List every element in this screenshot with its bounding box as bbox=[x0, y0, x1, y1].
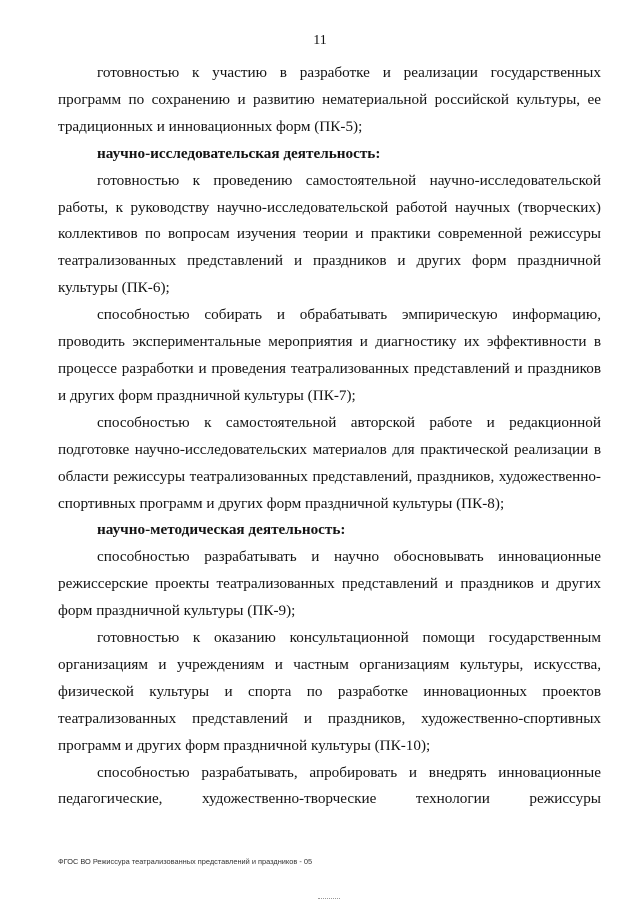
paragraph-pk5: готовностью к участию в разработке и реализации государственных программ по сохранению и развитию нематериальной российской культуры, ее традиционных и инновационных форм (ПК-5); bbox=[58, 64, 601, 135]
paragraph-continued: способностью разрабатывать, апробировать и внедрять инновационные педагогические, художественно-творческие технологии режиссуры bbox=[58, 763, 601, 808]
paragraph-pk7: способностью собирать и обрабатывать эмпирическую информацию, проводить экспериментальные мероприятия и диагностику их эффективности в процессе разработки и проведения театрализованных представлений и праздников и других форм праздничной культуры (ПК-7); bbox=[58, 306, 601, 404]
scan-mark bbox=[318, 898, 340, 901]
page-footer: ФГОС ВО Режиссура театрализованных представлений и праздников - 05 bbox=[58, 857, 313, 866]
document-body bbox=[58, 60, 601, 813]
paragraph-pk9: способностью разрабатывать и научно обосновывать инновационные режиссерские проекты театрализованных представлений и праздников и других форм праздничной культуры (ПК-9); bbox=[58, 548, 601, 620]
paragraph-pk8: способностью к самостоятельной авторской работе и редакционной подготовке научно-исследовательских материалов для практической реализации в области режиссуры театрализованных представлений, праздников, художественно-спортивных программ и других форм праздничной культуры (ПК-8); bbox=[58, 413, 601, 512]
paragraph-pk6: готовностью к проведению самостоятельной научно-исследовательской работы, к руководству научно-исследовательской работой научных (творческих) коллективов по вопросам изучения теории и практики современной режиссуры театрализованных представлений и праздников и других форм праздничной культуры (ПК-6); bbox=[58, 171, 601, 297]
page-number: 11 bbox=[313, 33, 327, 48]
section-heading-research: научно-исследовательская деятельность: bbox=[97, 144, 381, 162]
paragraph-pk10: готовностью к оказанию консультационной помощи государственным организациям и учреждениям и частным организациям культуры, искусства, физической культуры и спорта по разработке инновационных проектов театрализованных представлений и праздников, художественно-спортивных программ и других форм праздничной культуры (ПК-10); bbox=[58, 629, 601, 754]
section-heading-methodology: научно-методическая деятельность: bbox=[97, 521, 346, 539]
